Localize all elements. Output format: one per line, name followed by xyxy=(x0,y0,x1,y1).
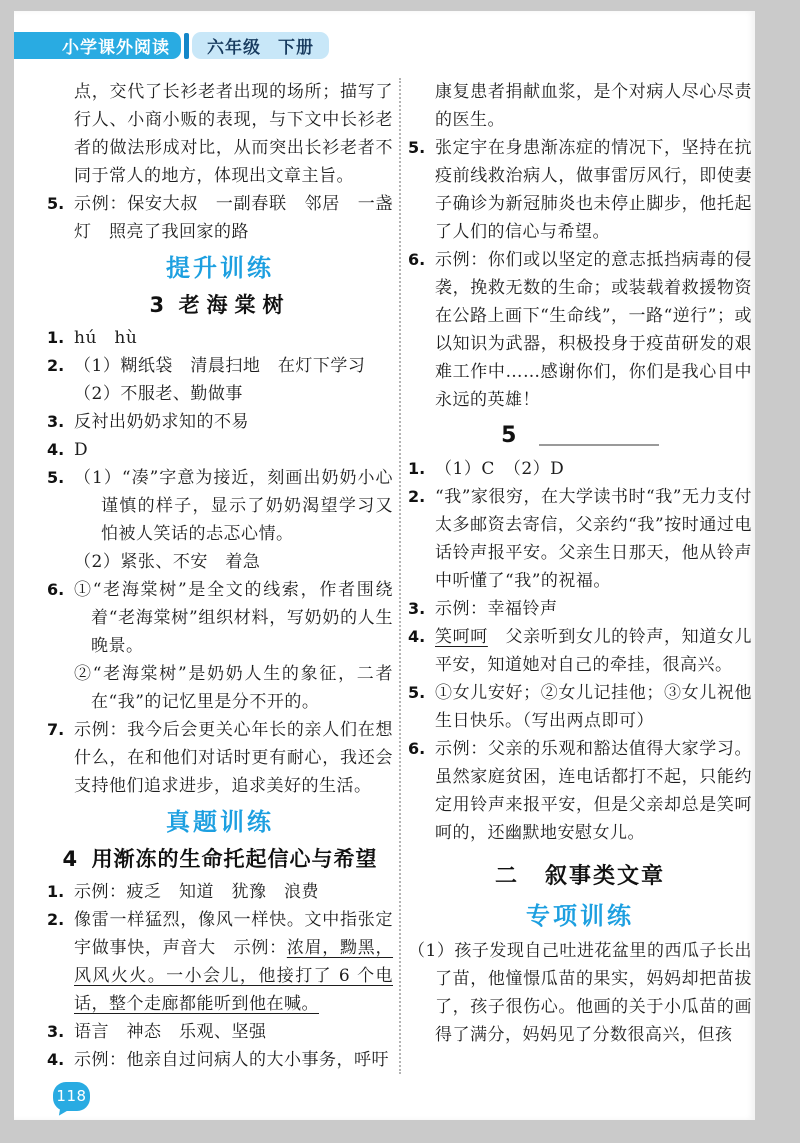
answer-item xyxy=(408,679,752,735)
series-tab xyxy=(14,32,181,59)
item-number: 5. xyxy=(47,194,65,213)
answer-item xyxy=(47,1046,393,1074)
item-number: 6. xyxy=(408,739,426,758)
item-text: hú hù xyxy=(74,328,138,348)
answer-item xyxy=(47,324,393,352)
column-divider xyxy=(399,78,401,1074)
item-text: 示例：保安大叔 一副春联 邻居 一盏灯 照亮了我回家的路 xyxy=(74,194,393,242)
answer-item xyxy=(47,878,393,906)
item-number: 1. xyxy=(47,882,65,901)
sub-answer: （1）糊纸袋 清晨扫地 在灯下学习 xyxy=(74,356,366,376)
item-number: 6. xyxy=(47,580,65,599)
book-page xyxy=(14,11,755,1120)
answer-plain-text: 像雷一样猛烈，像风一样快。文中指张定宇做事快，声音大 示例： xyxy=(74,910,393,958)
answer-item xyxy=(408,623,752,679)
sub-answer: （2）不服老、勤做事 xyxy=(74,384,243,404)
lesson-title xyxy=(47,289,393,321)
volume-label: 下册 xyxy=(278,38,314,57)
answer-item xyxy=(408,246,752,414)
item-text: 示例：他亲自过问病人的大小事务，呼吁 xyxy=(74,1050,389,1070)
answer-item xyxy=(408,134,752,246)
item-text: 反衬出奶奶求知的不易 xyxy=(74,412,249,432)
sub-answer: （2）紧张、不安 着急 xyxy=(74,552,261,572)
right-column xyxy=(408,78,752,1074)
answer-item xyxy=(47,464,393,576)
item-number: 4. xyxy=(47,1050,65,1069)
answer-plain-text: 父亲听到女儿的铃声，知道女儿平安，知道她对自己的牵挂，很高兴。 xyxy=(435,627,753,675)
item-number: 3. xyxy=(408,599,426,618)
item-text: ①女儿安好；②女儿记挂他；③女儿祝他生日快乐。（写出两点即可） xyxy=(435,683,752,731)
item-number: 5. xyxy=(408,138,426,157)
answer-item xyxy=(47,408,393,436)
item-number: 2. xyxy=(47,910,65,929)
page-number: 118 xyxy=(56,1087,87,1105)
item-number: 4. xyxy=(408,627,426,646)
item-text xyxy=(74,906,393,1018)
item-text xyxy=(74,352,393,408)
section-heading-improvement: 提升训练 xyxy=(166,254,274,282)
item-number: 5. xyxy=(47,468,65,487)
answer-item xyxy=(47,436,393,464)
two-column-layout xyxy=(14,78,755,1074)
answer-item xyxy=(408,483,752,595)
answer-item xyxy=(47,352,393,408)
item-text xyxy=(74,464,393,576)
section-heading-special-training: 专项训练 xyxy=(526,902,634,930)
chapter-name: 叙事类文章 xyxy=(545,864,666,889)
answer-paragraph: （1）孩子发现自己吐进花盆里的西瓜子长出了苗，他憧憬瓜苗的果实，妈妈却把苗拔了，孩子很伤心。他画的关于小瓜苗的画得了满分，妈妈见了分数很高兴，但孩 xyxy=(408,941,752,1045)
item-text xyxy=(74,576,393,716)
answer-item xyxy=(47,906,393,1018)
lesson-title xyxy=(47,843,393,875)
item-text: 示例：父亲的乐观和豁达值得大家学习。虽然家庭贫困，连电话都打不起，只能约定用铃声来报平安，但是父亲却总是笑呵呵的，还幽默地安慰女儿。 xyxy=(435,739,752,843)
title-blank-line xyxy=(539,444,659,446)
answer-item xyxy=(408,455,752,483)
item-text: 示例：疲乏 知道 犹豫 浪费 xyxy=(74,882,319,902)
sub-answer: ②“老海棠树”是奶奶人生的象征，二者在“我”的记忆里是分不开的。 xyxy=(74,664,393,712)
item-text: D xyxy=(74,440,89,460)
answer-underlined-text: 笑呵呵 xyxy=(435,627,488,647)
item-text: 语言 神态 乐观、坚强 xyxy=(74,1022,267,1042)
item-text: “我”家很穷，在大学读书时“我”无力支付太多邮资去寄信，父亲约“我”按时通过电话铃声报平安。父亲生日那天，他从铃声中听懂了“我”的祝福。 xyxy=(435,487,752,591)
chapter-title xyxy=(408,860,752,894)
grade-label: 六年级 xyxy=(207,38,261,57)
section-heading-real-exam: 真题训练 xyxy=(166,808,274,836)
answer-underlined-text: 浓眉，黝黑，风风火火。一小会儿，他接打了 6 个电话，整个走廊都能听到他在喊。 xyxy=(74,938,394,1014)
item-text xyxy=(435,623,752,679)
item-number: 3. xyxy=(47,412,65,431)
answer-item xyxy=(47,716,393,800)
item-number: 5. xyxy=(408,683,426,702)
chapter-number: 二 xyxy=(494,864,519,889)
item-number: 3. xyxy=(47,1022,65,1041)
answer-item xyxy=(47,1018,393,1046)
grade-tab xyxy=(192,32,329,59)
lesson-title-with-blank xyxy=(408,417,752,451)
sub-answer: ①“老海棠树”是全文的线索，作者围绕着“老海棠树”组织材料，写奶奶的人生晚景。 xyxy=(74,580,393,656)
answer-item xyxy=(47,190,393,246)
sub-answer: （1）“凑”字意为接近，刻画出奶奶小心谨慎的样子，显示了奶奶渴望学习又怕被人笑话的忐忑心情。 xyxy=(74,468,393,544)
answer-item xyxy=(408,595,752,623)
item-text: 示例：幸福铃声 xyxy=(435,599,558,619)
page-number-badge xyxy=(53,1082,90,1111)
item-text: 示例：你们或以坚定的意志抵挡病毒的侵袭，挽救无数的生命；或装载着救援物资在公路上画下“生命线”，一路“逆行”；或以知识为武器，积极投身于疫苗研发的艰难工作中……感谢你们，你们是我心目中永远的英雄！ xyxy=(435,250,752,410)
lesson-name: 用渐冻的生命托起信心与希望 xyxy=(91,847,378,871)
lesson-name: 老海棠树 xyxy=(178,293,291,317)
left-column xyxy=(47,78,393,1074)
lesson-number: 3 xyxy=(149,293,165,317)
continued-paragraph: 康复患者捐献血浆，是个对病人尽心尽责的医生。 xyxy=(435,82,752,130)
item-text: 张定宇在身患渐冻症的情况下，坚持在抗疫前线救治病人，做事雷厉风行，即使妻子确诊为新冠肺炎也未停止脚步，他托起了人们的信心与希望。 xyxy=(435,138,752,242)
tab-separator xyxy=(184,33,189,59)
item-number: 2. xyxy=(47,356,65,375)
item-text: （1）C （2）D xyxy=(435,459,565,479)
answer-item xyxy=(47,576,393,716)
lesson-number: 4 xyxy=(62,847,78,871)
item-number: 6. xyxy=(408,250,426,269)
item-number: 1. xyxy=(47,328,65,347)
answer-item xyxy=(408,735,752,847)
page-header xyxy=(14,32,755,59)
item-text: 示例：我今后会更关心年长的亲人们在想什么，在和他们对话时更有耐心，我还会支持他们追求进步，追求美好的生活。 xyxy=(74,720,393,796)
lesson-number: 5 xyxy=(501,423,517,448)
item-number: 1. xyxy=(408,459,426,478)
item-number: 2. xyxy=(408,487,426,506)
item-number: 7. xyxy=(47,720,65,739)
item-number: 4. xyxy=(47,440,65,459)
continued-paragraph: 点，交代了长衫老者出现的场所；描写了行人、小商小贩的表现，与下文中长衫老者的做法形成对比，从而突出长衫老者不同于常人的地方，体现出文章主旨。 xyxy=(74,82,393,186)
series-title: 小学课外阅读 xyxy=(62,38,170,57)
